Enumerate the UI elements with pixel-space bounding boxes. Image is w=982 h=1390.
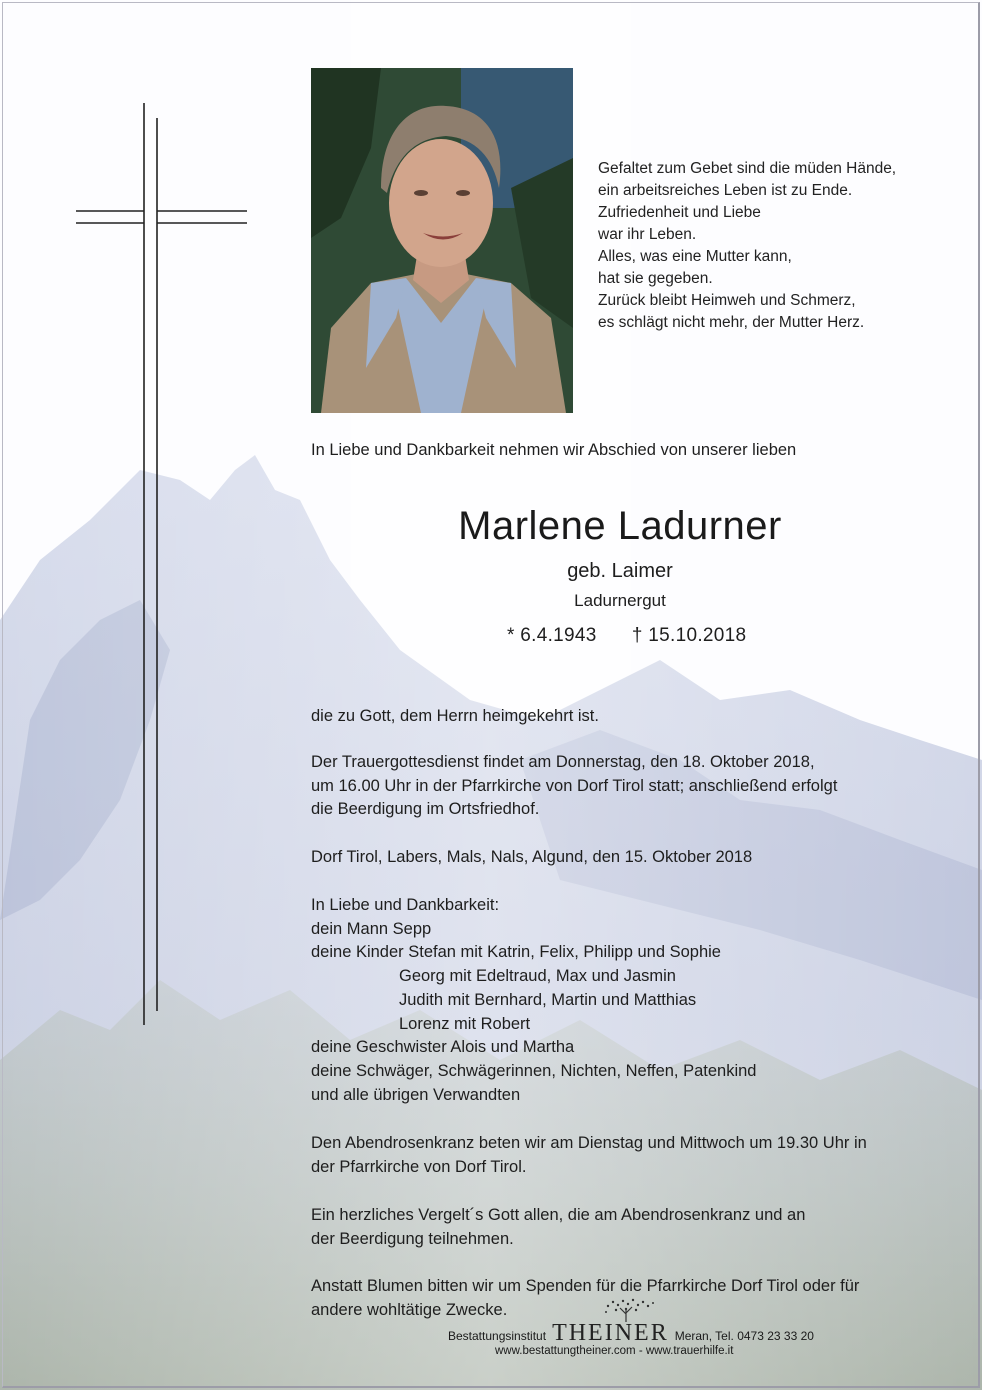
place-date <box>311 846 752 870</box>
donation-info <box>311 1275 859 1322</box>
poem-line: Zurück bleibt Heimweh und Schmerz, <box>598 292 856 309</box>
deceased-name: Marlene Ladurner <box>458 504 782 548</box>
rosary-line: der Pfarrkirche von Dorf Tirol. <box>311 1157 527 1176</box>
poem-line: war ihr Leben. <box>598 226 697 243</box>
death-date: † 15.10.2018 <box>631 625 747 646</box>
funeral-home-line <box>448 1320 814 1347</box>
service-line: um 16.00 Uhr in der Pfarrkirche von Dorf Tirol statt; anschließend erfolgt <box>311 776 838 795</box>
returned-text <box>311 705 599 729</box>
mourner-line: deine Kinder Stefan mit Katrin, Felix, Philipp und Sophie <box>311 943 721 962</box>
mourner-line: deine Geschwister Alois und Martha <box>311 1038 575 1057</box>
mourners-list <box>311 894 756 1107</box>
brand-name: THEINER <box>552 1320 669 1346</box>
contact-info: Meran, Tel. 0473 23 33 20 <box>674 1329 814 1343</box>
farewell-intro: In Liebe und Dankbarkeit nehmen wir Abschied von unserer lieben <box>311 441 797 459</box>
life-dates <box>507 625 746 647</box>
mourner-line: deine Schwäger, Schwägerinnen, Nichten, Neffen, Patenkind <box>311 1061 757 1080</box>
poem-line: Gefaltet zum Gebet sind die müden Hände, <box>598 160 897 177</box>
mourner-line: Georg mit Edeltraud, Max und Jasmin <box>399 967 676 986</box>
donation-line: Anstatt Blumen bitten wir um Spenden für die Pfarrkirche Dorf Tirol oder für <box>311 1277 860 1295</box>
memorial-poem <box>598 158 896 334</box>
thanks-line: der Beerdigung teilnehmen. <box>311 1229 514 1248</box>
mourner-line: dein Mann Sepp <box>311 919 432 938</box>
website-links[interactable]: www.bestattungtheiner.com - www.trauerhilfe.it <box>495 1345 734 1357</box>
service-line: Der Trauergottesdienst findet am Donnerstag, den 18. Oktober 2018, <box>311 753 815 771</box>
service-line: die Beerdigung im Ortsfriedhof. <box>311 800 540 819</box>
mourners-heading: In Liebe und Dankbarkeit: <box>311 896 500 914</box>
thanks-line: Ein herzliches Vergelt´s Gott allen, die am Abendrosenkranz und an <box>311 1206 806 1224</box>
poem-line: Alles, was eine Mutter kann, <box>598 248 792 265</box>
returned-line: die zu Gott, dem Herrn heimgekehrt ist. <box>311 707 599 725</box>
donation-line: andere wohltätige Zwecke. <box>311 1300 508 1319</box>
service-info <box>311 751 837 822</box>
rosary-line: Den Abendrosenkranz beten wir am Dienstag und Mittwoch um 19.30 Uhr in <box>311 1134 867 1152</box>
thanks-info <box>311 1204 805 1251</box>
mourner-line: Judith mit Bernhard, Martin und Matthias <box>399 990 697 1009</box>
birth-name: geb. Laimer <box>567 560 673 582</box>
mourner-line: und alle übrigen Verwandten <box>311 1085 521 1104</box>
place-date-line: Dorf Tirol, Labers, Mals, Nals, Algund, den 15. Oktober 2018 <box>311 848 753 866</box>
birth-date: * 6.4.1943 <box>507 625 597 646</box>
tree-logo-icon <box>598 1296 658 1322</box>
farm-name: Ladurnergut <box>574 591 666 610</box>
poem-line: Zufriedenheit und Liebe <box>598 204 761 221</box>
mourner-line: Lorenz mit Robert <box>399 1014 531 1033</box>
poem-line: es schlägt nicht mehr, der Mutter Herz. <box>598 314 865 331</box>
poem-line: hat sie gegeben. <box>598 270 713 287</box>
institute-label: Bestattungsinstitut <box>448 1329 547 1343</box>
poem-line: ein arbeitsreiches Leben ist zu Ende. <box>598 182 853 199</box>
rosary-info <box>311 1132 867 1179</box>
portrait-photo <box>311 68 573 413</box>
